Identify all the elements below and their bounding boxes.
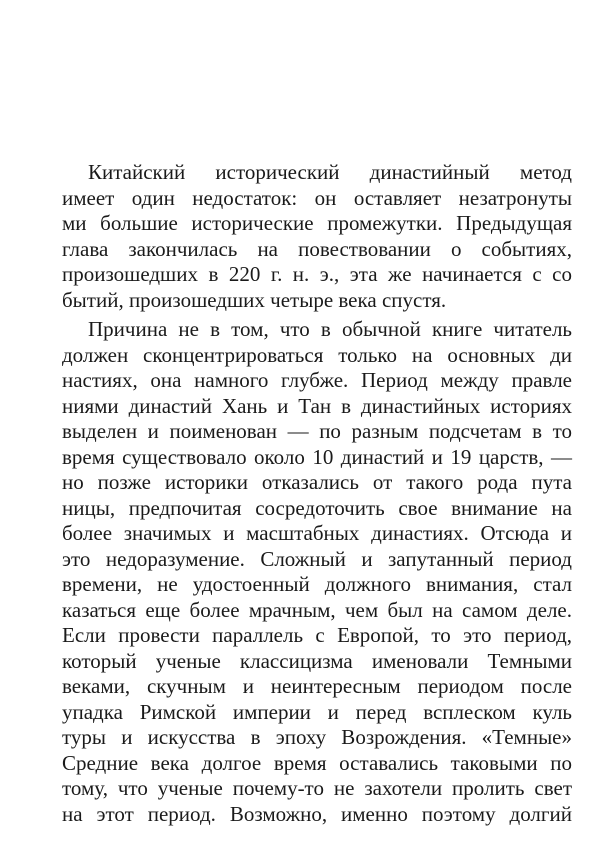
text-line: ми большие исторические промежутки. Предыдущая (62, 211, 572, 235)
text-line: Китайский исторический династийный метод (88, 160, 572, 184)
text-line: бытий, произошедших четыре века спустя. (62, 287, 447, 312)
text-line: более значимых и масштабных династиях. Отсюда и (62, 521, 572, 545)
text-line: выделен и поименован — по разным подсчетам в то (62, 419, 572, 443)
text-line: но позже историки отказались от такого рода пута (62, 470, 572, 494)
text-line: ниями династий Хань и Тан в династийных историях (62, 393, 572, 418)
paragraph-2 (62, 317, 572, 827)
text-line: упадка Римской империи и перед всплеском куль (62, 699, 572, 724)
text-line: настиях, она намного глубже. Период между правле (62, 368, 572, 392)
text-line: Средние века долгое время оставались таковыми по (62, 750, 572, 775)
text-line: время существовало около 10 династий и 19 царств, — (62, 444, 572, 469)
text-line: веками, скучным и неинтересным периодом после (62, 674, 572, 698)
text-line: который ученые классицизма именовали Темными (62, 648, 572, 673)
text-line: времени, не удостоенный должного внимания, стал (62, 572, 572, 596)
text-line: ницы, предпочитая сосредоточить свое внимание на (62, 495, 572, 520)
body-text (62, 160, 572, 831)
text-line: это недоразумение. Сложный и запутанный период (62, 546, 572, 571)
text-line: глава закончилась на повествовании о событиях, (62, 236, 572, 261)
text-line: имеет один недостаток: он оставляет незатронуты (62, 185, 572, 210)
text-line: казаться еще более мрачным, чем был на самом деле. (62, 597, 572, 622)
text-line: на этот период. Возможно, именно поэтому долгий (62, 801, 572, 826)
paragraph-1 (62, 160, 572, 313)
text-line: тому, что ученые почему-то не захотели пролить свет (62, 776, 572, 800)
text-line: туры и искусства в эпоху Возрождения. «Темные» (62, 725, 572, 749)
text-line: должен сконцентрироваться только на основных ди (62, 342, 572, 367)
text-line: Если провести параллель с Европой, то это период, (62, 623, 572, 647)
text-line: Причина не в том, что в обычной книге читатель (88, 317, 572, 341)
text-line: произошедших в 220 г. н. э., эта же начинается с со (62, 262, 572, 286)
